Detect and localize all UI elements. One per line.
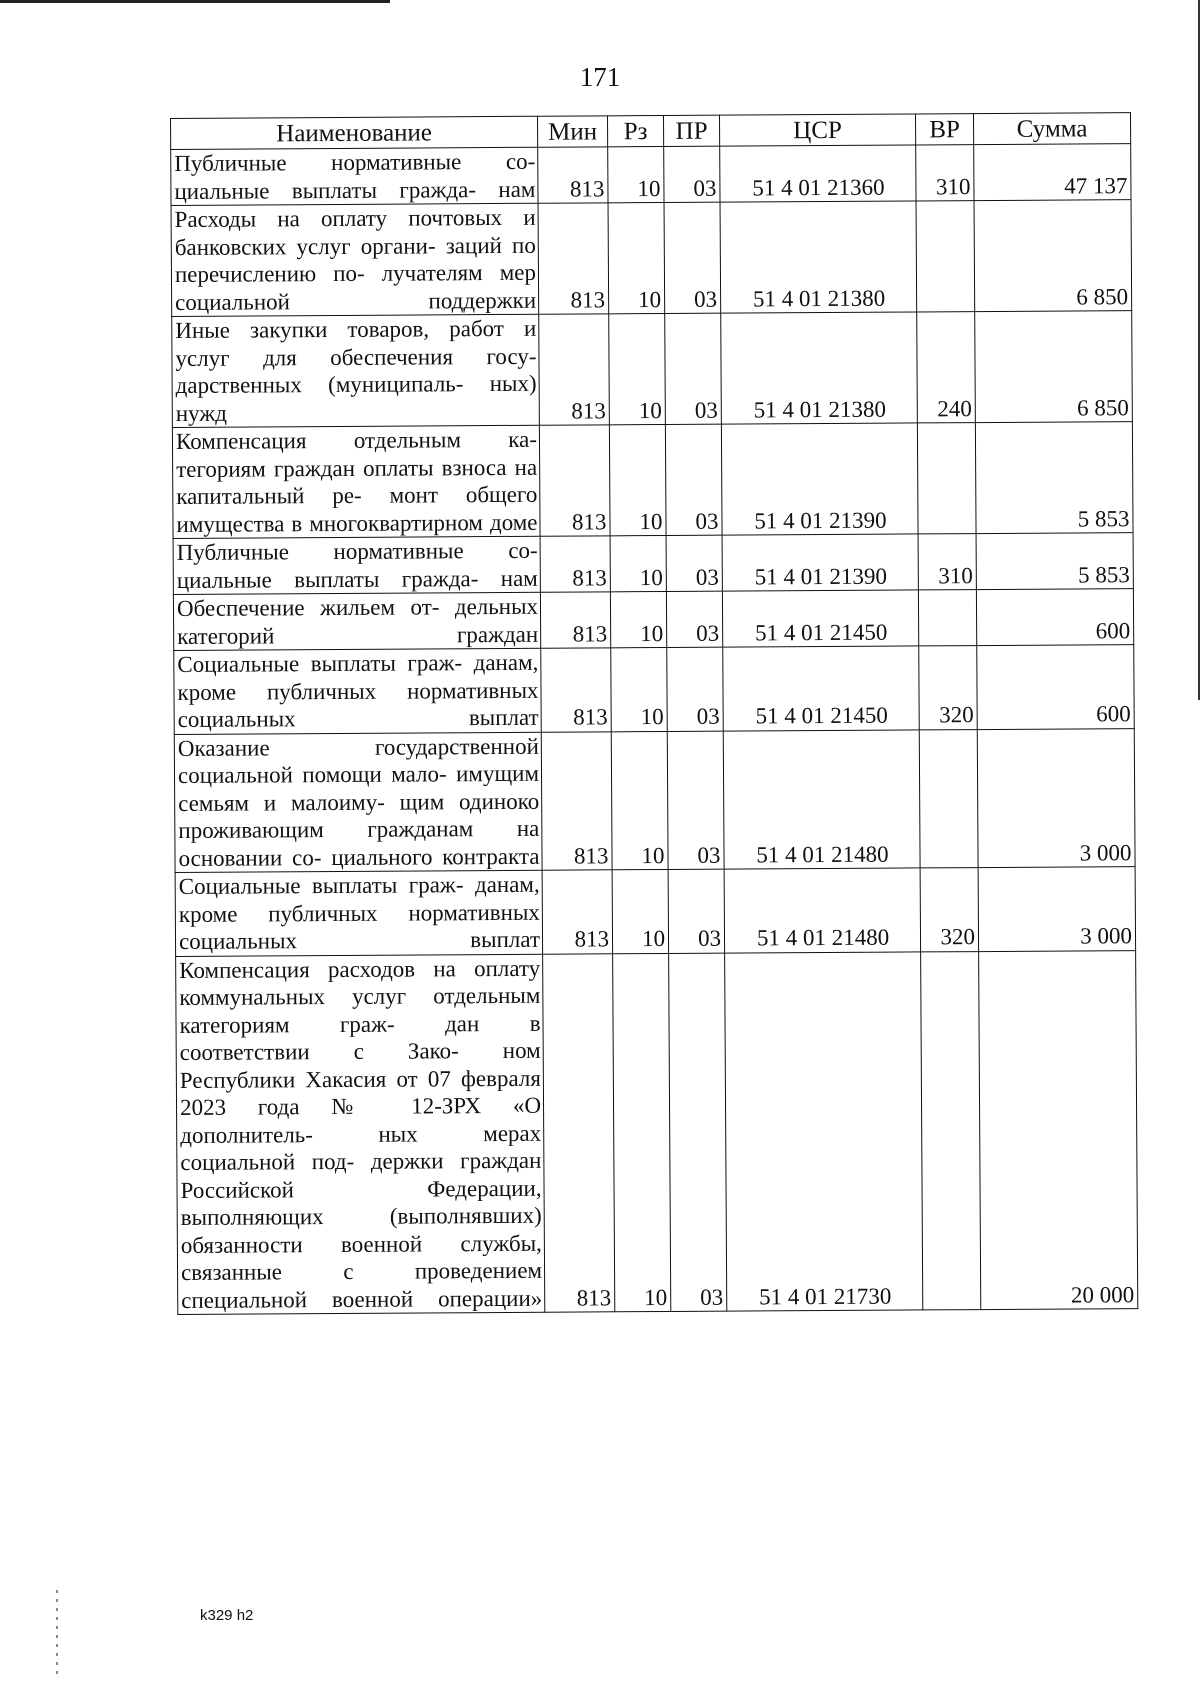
cell-min: 813 — [539, 314, 610, 425]
table-row — [174, 728, 1135, 872]
cell-csr: 51 4 01 21390 — [722, 534, 918, 591]
cell-name: Социальные выплаты граж- данам, кроме публичных нормативных социальных выплат — [174, 648, 542, 734]
page-number: 171 — [579, 62, 621, 92]
cell-sum: 47 137 — [974, 144, 1131, 201]
cell-rz: 10 — [610, 591, 666, 647]
cell-vr — [919, 729, 978, 868]
header-vr: ВР — [915, 114, 973, 145]
cell-csr: 51 4 01 21380 — [721, 312, 918, 424]
cell-name: Публичные нормативные со- циальные выплаты гражда- нам — [173, 536, 540, 594]
cell-sum: 6 850 — [975, 311, 1133, 423]
cell-name: Публичные нормативные со- циальные выплаты гражда- нам — [171, 147, 538, 205]
cell-vr: 320 — [920, 868, 979, 952]
cell-rz: 10 — [609, 424, 666, 535]
cell-name: Обеспечение жильем от- дельных категорий граждан — [173, 592, 540, 650]
cell-rz: 10 — [608, 146, 664, 202]
cell-vr: 320 — [919, 646, 978, 730]
cell-sum: 6 850 — [974, 200, 1132, 312]
table-row — [171, 200, 1132, 317]
table-row — [173, 533, 1133, 595]
cell-csr: 51 4 01 21480 — [723, 729, 920, 869]
cell-rz: 10 — [612, 869, 669, 953]
table-row — [172, 311, 1133, 428]
cell-min: 813 — [542, 870, 613, 954]
table-body — [171, 144, 1138, 1315]
cell-name: Иные закупки товаров, работ и услуг для обеспечения госу- дарственных (муниципаль- ных) нужд — [172, 314, 540, 427]
cell-min: 813 — [538, 147, 608, 203]
cell-pr: 03 — [668, 869, 725, 953]
cell-sum: 600 — [977, 645, 1135, 729]
header-pr: ПР — [663, 115, 719, 146]
cell-pr: 03 — [664, 146, 720, 202]
cell-rz: 10 — [608, 202, 665, 313]
cell-pr: 03 — [664, 202, 721, 313]
cell-csr: 51 4 01 21730 — [725, 951, 923, 1311]
cell-pr: 03 — [665, 313, 722, 424]
table-row — [175, 867, 1135, 956]
cell-csr: 51 4 01 21390 — [721, 423, 918, 535]
cell-name: Компенсация отдельным ка- тегориям граждан оплаты взноса на капитальный ре- монт общего имущества в многоквартирном доме — [172, 425, 540, 538]
scan-margin-dots — [56, 1590, 58, 1680]
cell-rz: 10 — [613, 953, 671, 1312]
page-code: k329 h2 — [200, 1607, 254, 1624]
cell-pr: 03 — [667, 647, 724, 731]
cell-rz: 10 — [611, 647, 668, 731]
cell-sum: 3 000 — [977, 728, 1135, 867]
cell-vr: 240 — [917, 312, 976, 423]
cell-min: 813 — [538, 203, 609, 314]
cell-min: 813 — [540, 592, 610, 648]
cell-name: Социальные выплаты граж- данам, кроме публичных нормативных социальных выплат — [175, 870, 543, 956]
cell-sum: 5 853 — [975, 422, 1133, 534]
cell-vr — [918, 590, 976, 646]
cell-vr — [916, 201, 975, 312]
scan-edge-top — [0, 0, 390, 3]
cell-rz: 10 — [609, 313, 666, 424]
cell-sum: 20 000 — [979, 950, 1138, 1309]
cell-name: Расходы на оплату почтовых и банковских услуг органи- заций по перечислению по- лучателям мер социальной поддержки — [171, 203, 539, 316]
header-csr: ЦСР — [719, 114, 915, 146]
cell-csr: 51 4 01 21480 — [724, 868, 921, 953]
cell-pr: 03 — [669, 953, 727, 1312]
table-row — [173, 589, 1133, 651]
cell-rz: 10 — [611, 731, 668, 870]
table-row — [172, 422, 1133, 539]
cell-vr — [917, 423, 976, 534]
cell-rz: 10 — [610, 535, 666, 591]
header-name: Наименование — [171, 116, 538, 149]
cell-csr: 51 4 01 21380 — [720, 201, 917, 313]
cell-sum: 600 — [976, 589, 1133, 646]
cell-vr — [921, 951, 981, 1310]
cell-min: 813 — [540, 536, 610, 592]
cell-sum: 3 000 — [978, 867, 1136, 951]
header-rz: Рз — [607, 115, 663, 146]
cell-pr: 03 — [665, 424, 722, 535]
cell-sum: 5 853 — [976, 533, 1133, 590]
table-row — [176, 950, 1138, 1314]
header-sum: Сумма — [973, 113, 1130, 145]
cell-pr: 03 — [667, 731, 724, 870]
cell-csr: 51 4 01 21360 — [720, 145, 916, 202]
cell-csr: 51 4 01 21450 — [722, 590, 918, 647]
cell-name: Оказание государственной социальной помощи мало- имущим семьям и малоиму- щим одиноко проживающим гражданам на основании со- циального контракта — [174, 732, 542, 873]
cell-csr: 51 4 01 21450 — [723, 646, 920, 731]
table-row — [171, 144, 1131, 206]
cell-min: 813 — [541, 731, 612, 870]
header-min: Мин — [537, 116, 607, 147]
cell-min: 813 — [539, 425, 610, 536]
table-row — [174, 645, 1134, 734]
cell-pr: 03 — [666, 591, 722, 647]
cell-pr: 03 — [666, 535, 722, 591]
cell-vr: 310 — [918, 534, 976, 590]
cell-min: 813 — [543, 953, 615, 1312]
budget-table-container — [170, 112, 1137, 1315]
cell-name: Компенсация расходов на оплату коммунальных услуг отдельным категориям граж- дан в соответствии с Зако- ном Республики Хакасия от 07 февраля 2023 года № 12-ЗРХ «О дополнитель- ных мерах социальной под- держки граждан Российской Федерации, выполняющих (выполнявших) обязанности военной службы, связанные с проведением специальной военной операции» — [176, 954, 545, 1315]
cell-min: 813 — [541, 648, 612, 732]
cell-vr: 310 — [916, 145, 974, 201]
budget-table — [170, 112, 1138, 1315]
